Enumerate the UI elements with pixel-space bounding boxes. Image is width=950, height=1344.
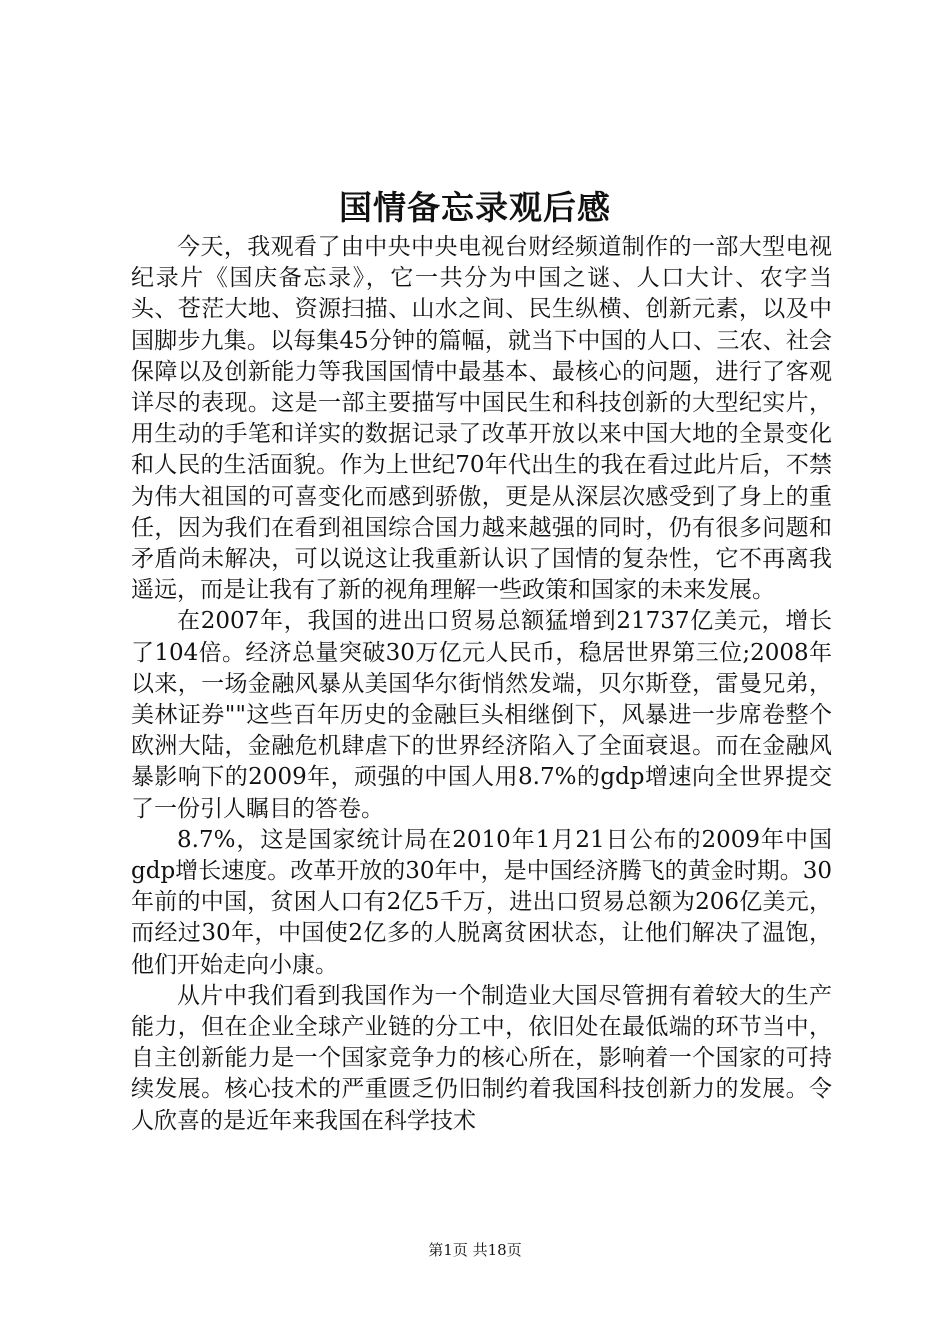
paragraph: 在2007年，我国的进出口贸易总额猛增到21737亿美元，增长了104倍。经济总量突破30万亿元人民币，稳居世界第三位;2008年以来，一场金融风暴从美国华尔街悄然发端，贝尔斯登，雷曼兄弟，美林证券""这些百年历史的金融巨头相继倒下，风暴进一步席卷整个欧洲大陆，金融危机肆虐下的世界经济陷入了全面衰退。而在金融风暴影响下的2009年，顽强的中国人用8.7%的gdp增速向全世界提交了一份引人瞩目的答卷。 xyxy=(131,608,832,822)
document-title: 国情备忘录观后感 xyxy=(339,188,611,227)
paragraph: 今天，我观看了由中央中央电视台财经频道制作的一部大型电视纪录片《国庆备忘录》，它一共分为中国之谜、人口大计、农字当头、苍茫大地、资源扫描、山水之间、民生纵横、创新元素，以及中国脚步九集。以每集45分钟的篇幅，就当下中国的人口、三农、社会保障以及创新能力等我国国情中最基本、最核心的问题，进行了客观详尽的表现。这是一部主要描写中国民生和科技创新的大型纪实片，用生动的手笔和详实的数据记录了改革开放以来中国大地的全景变化和人民的生活面貌。作为上世纪70年代出生的我在看过此片后，不禁为伟大祖国的可喜变化而感到骄傲，更是从深层次感受到了身上的重任，因为我们在看到祖国综合国力越来越强的同时，仍有很多问题和矛盾尚未解决，可以说这让我重新认识了国情的复杂性，它不再离我遥远，而是让我有了新的视角理解一些政策和国家的未来发展。 xyxy=(131,234,832,604)
paragraph: 8.7%，这是国家统计局在2010年1月21日公布的2009年中国gdp增长速度。改革开放的30年中，是中国经济腾飞的黄金时期。30年前的中国，贫困人口有2亿5千万，进出口贸易总额为206亿美元，而经过30年，中国使2亿多的人脱离贫困状态，让他们解决了温饱，他们开始走向小康。 xyxy=(131,826,832,978)
document-body xyxy=(131,232,832,1137)
paragraph: 从片中我们看到我国作为一个制造业大国尽管拥有着较大的生产能力，但在企业全球产业链的分工中，依旧处在最低端的环节当中，自主创新能力是一个国家竞争力的核心所在，影响着一个国家的可持续发展。核心技术的严重匮乏仍旧制约着我国科技创新力的发展。令人欣喜的是近年来我国在科学技术 xyxy=(131,982,832,1134)
page-number-footer: 第1页 共18页 xyxy=(428,1241,522,1259)
